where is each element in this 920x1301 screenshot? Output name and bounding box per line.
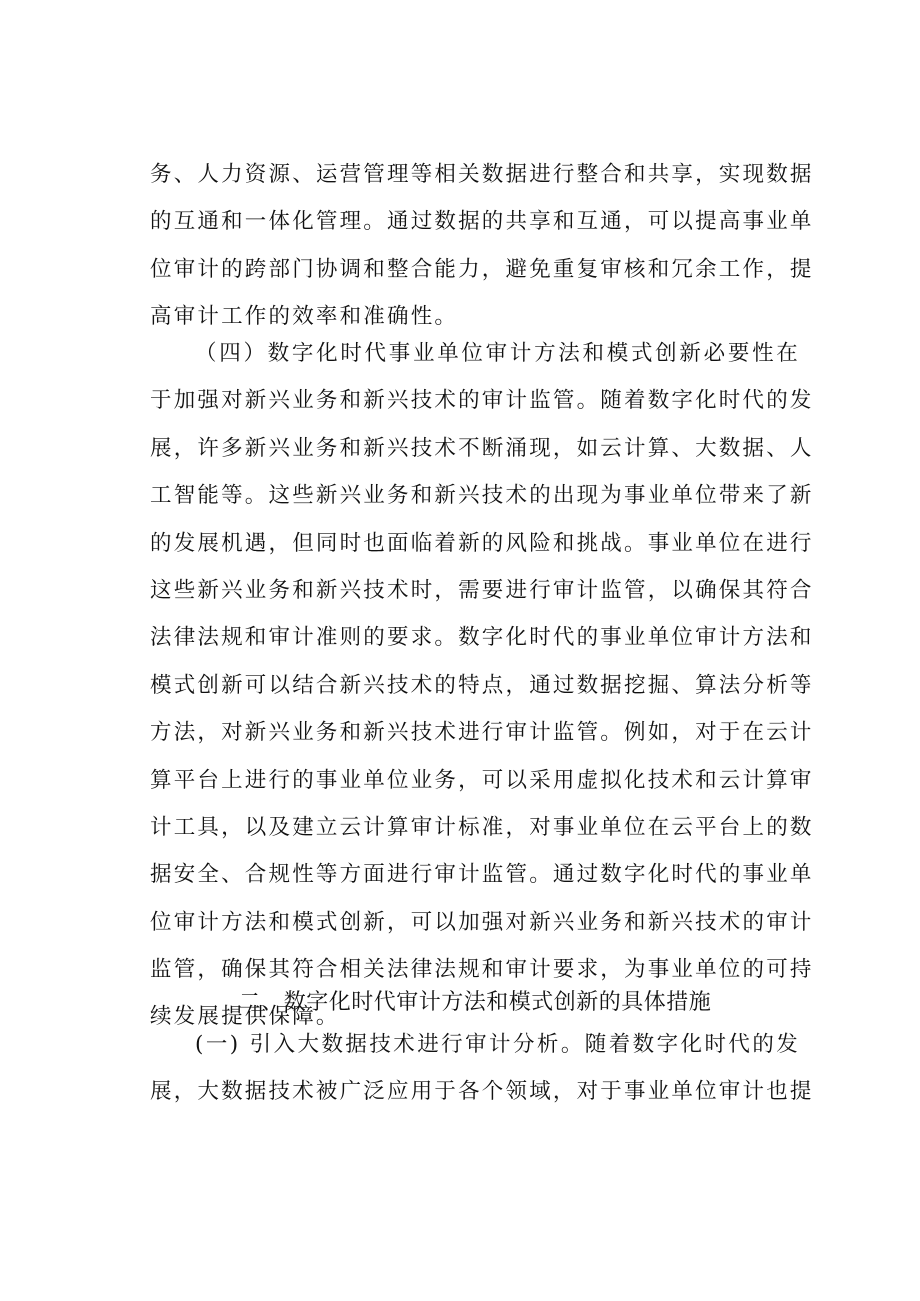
text-line: 位审计方法和模式创新，可以加强对新兴业务和新兴技术的审计 — [150, 909, 814, 935]
text-line: 工智能等。这些新兴业务和新兴技术的出现为事业单位带来了新 — [150, 483, 814, 509]
text-line: 于加强对新兴业务和新兴技术的审计监管。随着数字化时代的发 — [150, 388, 814, 414]
text-line: 的互通和一体化管理。通过数据的共享和互通，可以提高事业单 — [150, 209, 814, 235]
section-heading: 二、数字化时代审计方法和模式创新的具体措施 — [238, 990, 712, 1015]
text-line: 的发展机遇，但同时也面临着新的风险和挑战。事业单位在进行 — [150, 530, 814, 556]
text-line: 法律法规和审计准则的要求。数字化时代的事业单位审计方法和 — [150, 625, 814, 651]
text-line: （四）数字化时代事业单位审计方法和模式创新必要性在 — [195, 341, 800, 366]
text-line: 展，大数据技术被广泛应用于各个领域，对于事业单位审计也提 — [150, 1079, 814, 1105]
text-line: 续发展提供保障。 — [150, 1004, 340, 1030]
text-line: 高审计工作的效率和准确性。 — [150, 304, 459, 330]
paragraph-big-data-audit — [150, 1021, 814, 1116]
text-line: 方法，对新兴业务和新兴技术进行审计监管。例如，对于在云计 — [150, 720, 814, 746]
text-line: 监管，确保其符合相关法律法规和审计要求，为事业单位的可持 — [150, 957, 814, 983]
paragraph-emerging-tech-audit — [150, 330, 814, 1041]
text-line: 计工具，以及建立云计算审计标准，对事业单位在云平台上的数 — [150, 814, 814, 840]
text-line: 务、人力资源、运营管理等相关数据进行整合和共享，实现数据 — [150, 162, 814, 187]
text-line: 算平台上进行的事业单位业务，可以采用虚拟化技术和云计算审 — [150, 767, 814, 793]
text-line: 模式创新可以结合新兴技术的特点，通过数据挖掘、算法分析等 — [150, 672, 814, 698]
text-line: 位审计的跨部门协调和整合能力，避免重复审核和冗余工作，提 — [150, 256, 814, 282]
text-line: 这些新兴业务和新兴技术时，需要进行审计监管，以确保其符合 — [150, 577, 814, 603]
paragraph-data-integration — [150, 151, 814, 341]
text-line: 展，许多新兴业务和新兴技术不断涌现，如云计算、大数据、人 — [150, 435, 814, 461]
text-line: (一) 引入大数据技术进行审计分析。随着数字化时代的发 — [195, 1032, 800, 1057]
text-line: 据安全、合规性等方面进行审计监管。通过数字化时代的事业单 — [150, 862, 814, 888]
